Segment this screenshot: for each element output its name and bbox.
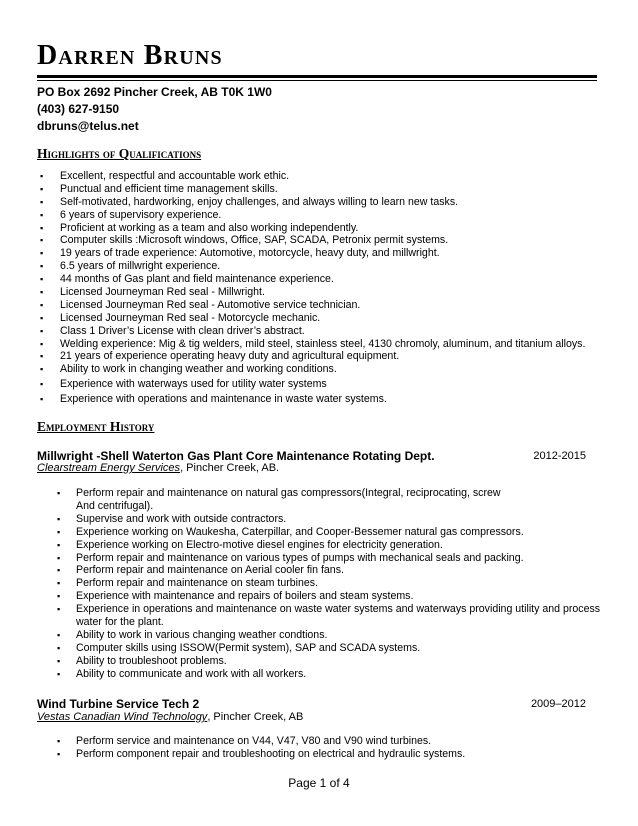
qualification-item: ▪ Experience with waterways used for utility water systems [37, 377, 387, 392]
duty-item [54, 655, 604, 668]
duty-text: ▪ Ability to troubleshoot problems. [76, 654, 227, 667]
qualification-item: ▪ Licensed Journeyman Red seal - Millwright. [37, 286, 585, 299]
qualification-item: ▪ 6.5 years of millwright experience. [37, 260, 585, 273]
job-duties-list [54, 735, 604, 761]
qualification-item: ▪ Computer skills :Microsoft windows, Office, SAP, SCADA, Petronix permit systems. [37, 234, 585, 247]
duty-text: water for the plant. [76, 616, 164, 629]
duty-item [54, 577, 604, 590]
duty-text: ▪ Experience working on Electro-motive diesel engines for electricity generation. [76, 538, 443, 551]
duty-item [54, 603, 604, 629]
duty-text: ▪ Perform repair and maintenance on various types of pumps with mechanical seals and packing. [76, 551, 524, 564]
job-years: 2009–2012 [530, 698, 586, 710]
duty-item [54, 590, 604, 603]
duty-text: ▪ Computer skills using ISSOW(Permit system), SAP and SCADA systems. [76, 641, 421, 654]
duty-item [54, 642, 604, 655]
employment-heading: Employment History [37, 419, 155, 434]
duty-text: ▪ Experience with maintenance and repairs of boilers and steam systems. [76, 590, 414, 603]
qualification-item: ▪ Licensed Journeyman Red seal - Automotive service technician. [37, 299, 585, 312]
qualification-item: ▪ Experience with operations and maintenance in waste water systems. [37, 392, 387, 407]
duty-text: ▪ Perform repair and maintenance on steam turbines. [76, 577, 319, 590]
duty-text: ▪ Perform repair and maintenance on Aerial cooler fin fans. [76, 564, 344, 577]
duty-item [54, 526, 604, 539]
qualification-item: ▪ 6 years of supervisory experience. [37, 209, 585, 222]
qualification-item: ▪ Excellent, respectful and accountable work ethic. [37, 170, 585, 183]
qualifications-list [37, 170, 585, 376]
duty-text: ▪ Perform service and maintenance on V44, V47, V80 and V90 wind turbines. [76, 735, 432, 747]
job-title: Millwright -Shell Waterton Gas Plant Core Maintenance Rotating Dept. [37, 449, 435, 463]
job-location: , Pincher Creek, AB [207, 711, 304, 723]
duty-text: ▪ Ability to communicate and work with all workers. [76, 667, 307, 680]
job-employer: Clearstream Energy Services [37, 462, 181, 474]
page-number: Page 1 of 4 [288, 776, 350, 790]
job-years: 2012-2015 [533, 450, 586, 462]
qualification-item: ▪ Self-motivated, hardworking, enjoy challenges, and always willing to learn new tasks. [37, 196, 585, 209]
duty-text: ▪ Experience working on Waukesha, Caterpillar, and Cooper-Bessemer natural gas compressors. [76, 525, 524, 538]
duty-item [54, 539, 604, 552]
qualification-item: ▪ Punctual and efficient time management skills. [37, 183, 585, 196]
candidate-name: Darren Bruns [37, 40, 223, 71]
qualification-item: ▪ Proficient at working as a team and also working independently. [37, 222, 585, 235]
job-employer-line [37, 462, 279, 474]
duty-text: ▪ Supervise and work with outside contractors. [76, 512, 287, 525]
duty-text: ▪ Experience in operations and maintenance on waste water systems and waterways providing utility and process [76, 603, 601, 616]
qualification-item: ▪ 21 years of experience operating heavy duty and agricultural equipment. [37, 350, 585, 363]
header-rule-thin [37, 80, 597, 81]
qualification-item: ▪ Licensed Journeyman Red seal - Motorcycle mechanic. [37, 312, 585, 325]
qualification-item: ▪ Ability to work in changing weather and working conditions. [37, 363, 585, 376]
job-location: , Pincher Creek, AB. [180, 462, 280, 474]
duty-item [54, 629, 604, 642]
contact-address: PO Box 2692 Pincher Creek, AB T0K 1W0 [37, 85, 272, 99]
qualification-item: ▪ 44 months of Gas plant and field maintenance experience. [37, 273, 585, 286]
header-rule-thick [37, 75, 597, 78]
duty-text: ▪ Perform repair and maintenance on natural gas compressors(Integral, reciprocating, screw [76, 487, 501, 499]
duty-item [54, 513, 604, 526]
qualifications-list-extra [37, 377, 387, 406]
duty-text: ▪ Perform component repair and troubleshooting on electrical and hydraulic systems. [76, 747, 466, 760]
duty-text: And centrifugal). [76, 499, 154, 512]
duty-text: ▪ Ability to work in various changing weather condtions. [76, 628, 328, 641]
duty-item [54, 748, 604, 761]
qualification-item: ▪ Welding experience: Mig & tig welders, mild steel, stainless steel, 4130 chromoly, aluminum, and titanium alloys. [37, 338, 585, 351]
qualifications-heading: Highlights of Qualifications [37, 146, 202, 161]
duty-item [54, 735, 604, 748]
duty-item [54, 564, 604, 577]
job-duties-list [54, 487, 604, 681]
job-title: Wind Turbine Service Tech 2 [37, 697, 200, 711]
contact-phone: (403) 627-9150 [37, 102, 120, 116]
job-employer: Vestas Canadian Wind Technology [37, 711, 208, 723]
qualification-item: ▪ 19 years of trade experience: Automotive, motorcycle, heavy duty, and millwright. [37, 247, 585, 260]
job-employer-line [37, 711, 303, 723]
duty-item [54, 487, 604, 513]
duty-item [54, 668, 604, 681]
duty-item [54, 552, 604, 565]
contact-email: dbruns@telus.net [37, 119, 139, 133]
qualification-item: ▪ Class 1 Driver’s License with clean driver’s abstract. [37, 325, 585, 338]
